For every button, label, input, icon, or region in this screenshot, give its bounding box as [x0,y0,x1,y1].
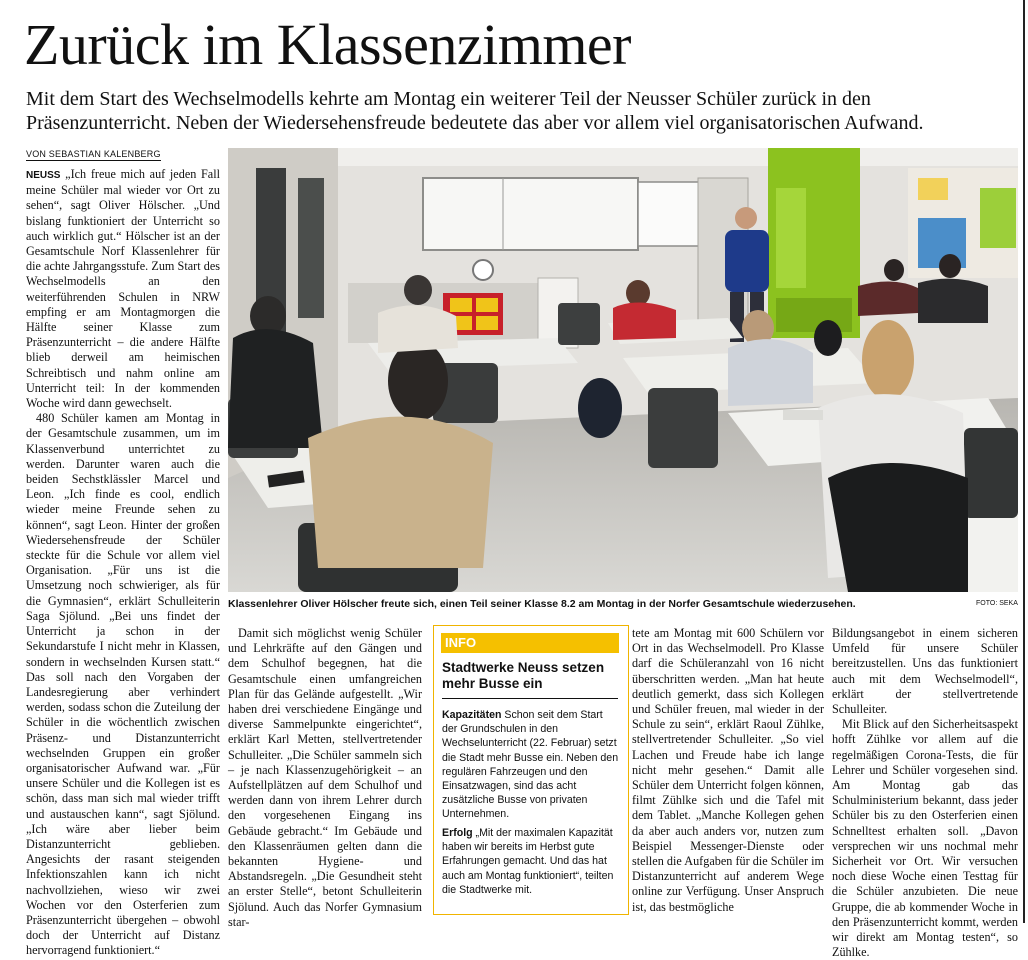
dateline: NEUSS [26,170,61,181]
info-box [433,625,629,915]
deck-subheadline: Mit dem Start des Wechselmodells kehrte am Montag ein weiterer Teil der Neusser Schüler zurück in den Präsenzunterricht. Neben der Wiedersehensfreude bedeutete das aber vor allem viel organisatorischen Aufwand. [26,88,924,134]
info-item-capacities [442,708,620,822]
paragraph: Mit Blick auf den Sicherheitsaspekt hofft Zühlke vor allem auf die regelmäßigen Corona-Tests, die für Lehrer und Schüler vorgesehen sind. Am Montag gab das Schulministerium bekannt, dass jeder Schüler bis zu den Osterferien einen Schnelltest erhalten soll. „Davon versprechen wir uns nochmal mehr Sicherheit vor Ort. Wir versuchen noch diese Woche einen Testtag für die Schüler anzubieten. Die neue Gruppe, die ab kommender Woche in den Präsenzunterricht kommt, werden wir direkt am Montag testen“, so Zühlke. [832,717,1018,960]
article-column-3 [632,626,824,916]
photo-credit: FOTO: SEKA [976,600,1018,607]
info-item-lead: Kapazitäten [442,709,502,721]
article-column-1 [26,167,220,958]
paragraph: Bildungsangebot in einem sicheren Umfeld für unsere Schüler bereitzustellen. Uns das funktioniert auch mit dem Wechselmodell“, erklärt der stellvertretende Schulleiter. [832,626,1018,717]
paragraph-text: „Ich freue mich auf jeden Fall meine Schüler mal wieder vor Ort zu sehen“, sagt Oliver Hölscher. „Und bislang funktioniert der Unterricht so auch wirklich gut.“ Hölscher ist an der Gesamtschule Norf Klassenlehrer für die achte Jahrgangsstufe. Zum Start des Wechselmodells an den weiterführenden Schulen in NRW empfing er am Montagmorgen die Hälfte seiner Klasse zum Präsenzunterricht – die andere Hälfte blieb derweil am heimischen Schreibtisch und nahm online am Unterricht teil: In der kommenden Woche wird dann gewechselt. [26,167,220,411]
info-item-success [442,826,620,897]
article-column-4 [832,626,1018,960]
info-item-lead: Erfolg [442,827,473,839]
article-column-2 [228,626,422,929]
paragraph: Damit sich möglichst wenig Schüler und Lehrkräfte auf den Gängen und dem Schulhof begegnen, hat die Gesamtschule einen umfangreichen Plan für das Gelände aufgestellt. „Wir haben drei verschiedene Eingänge und diverse Sammelpunkte eingerichtet“, erklärt Karl Metten, stellvertretender Schulleiter. „Die Schüler sammeln sich – je nach Klassenzugehörigkeit – an Aufstellplätzen auf dem Schulhof und werden dann von ihrem Lehrer durch den vorgesehenen Eingang ins Gebäude gebracht.“ Im Gebäude und den Klassenräumen gelten dann die bekannten Hygiene- und Abstandsregeln. „Die Gesundheit steht an erster Stelle“, betont Schulleiterin Sjölund. Auch das Norfer Gymnasium star- [228,626,422,929]
byline: VON SEBASTIAN KALENBERG [26,149,161,159]
classroom-photo [228,148,1018,592]
info-item-text: „Mit der maximalen Kapazität haben wir bereits im Herbst gute Erfahrungen gemacht. Und das hat auch am Montag funktioniert“, teilten die Stadtwerke mit. [442,827,614,896]
paragraph: tete am Montag mit 600 Schülern vor Ort in das Wechselmodell. Pro Klasse darf die Schüleranzahl von 16 nicht überschritten werden. „Man hat heute deutlich gemerkt, dass sich Kollegen und Schüler freuen, mal wieder in der Schule zu sein“, erklärt Raoul Zühlke, stellvertretender Schulleiter. „So viel Lachen und Freude habe ich lange nicht mehr gesehen.“ Damit alle Schüler dem Unterricht folgen können, filmt Zühlke sich und die Tafel mit dem Tablet. „Manche Kollegen gehen da aber auch anders vor, nutzen zum Beispiel Messenger-Dienste oder stellen die Aufgaben für die Schüler im Distanzunterricht auf anderem Wege online zur Verfügung. Unser Anspruch ist, das bestmögliche [632,626,824,914]
info-title: Stadtwerke Neuss setzen mehr Busse ein [442,660,605,691]
page-edge-divider [1023,0,1025,923]
photo-caption: Klassenlehrer Oliver Hölscher freute sich, einen Teil seiner Klasse 8.2 am Montag in der Norfer Gesamtschule wiederzusehen. [228,598,856,610]
headline: Zurück im Klassenzimmer [24,12,631,77]
paragraph: 480 Schüler kamen am Montag in der Gesamtschule zusammen, um im Klassenverbund unterrichtet zu werden. Darunter waren auch die beiden Sechstklässler Marcel und Leon. „Ich finde es cool, endlich wieder meine Freunde sehen zu können“, sagt Leon. Hinter der großen Wiedersehensfreude der Schüler steckte für die Schule vor allem viel Organisation. „Für uns ist die Umsetzung noch schwieriger, als für die Gymnasien“, erklärt Schulleiterin Saga Sjölund. „Bei uns findet der Unterricht ja schon in der Sekundarstufe I nicht mehr in Klassen, sondern in wechselnden Kursen statt.“ Das soll nach den Vorgaben der Landesregierung aber verhindert werden, sodass schon die Zuteilung der Schüler in die wöchentlich zwischen Präsenz- und Distanzunterricht wechselnden Gruppen ein großer organisatorischer Aufwand war. „Für unsere Schüler und die Kollegen ist es schön, dass man sich mal wieder trifft und austauschen kann“, sagt Sjölund. „Ich wäre aber lieber beim Distanzunterricht geblieben. Angesichts der rasant steigenden Infektionszahlen kann ich nicht nachvollziehen, wieso wir zwei Wochen vor den Osterferien zum Präsenzunterricht übergehen – obwohl doch der Unterricht auf Distanz hervorragend funktioniert.“ [26,411,220,958]
paragraph [26,167,220,411]
info-item-text: Schon seit dem Start der Grundschulen in den Wechselunterricht (22. Februar) setzt die Stadt mehr Busse ein. Neben den regulären Fahrzeugen und den Einsatzwagen, sind das acht zusätzliche Busse von privaten Unternehmen. [442,709,619,821]
divider [442,698,618,699]
info-tag: INFO [441,633,619,653]
